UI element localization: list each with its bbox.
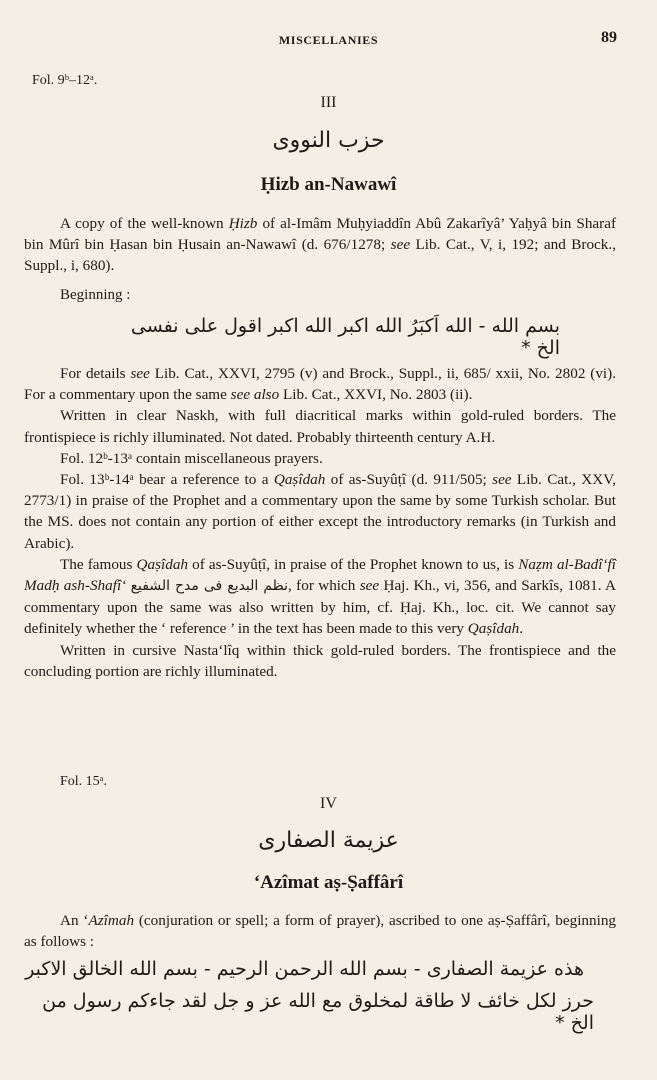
running-head: MISCELLANIES xyxy=(278,33,379,47)
folio-reference-2: Fol. 15ᵃ. xyxy=(60,774,108,789)
arabic-incipit-line-2: حرز لكل خائف لا طاقة لمخلوق مع الله عز و جل لقد جاءكم رسول من الخ * xyxy=(42,990,594,1034)
folio-reference: Fol. 9ᵇ–12ᵃ. xyxy=(32,73,98,88)
section-number-2: IV xyxy=(320,795,337,812)
section-title: Ḥizb an-Nawawî xyxy=(260,174,397,195)
arabic-incipit-line-1: هذه عزيمة الصفارى - بسم الله الرحمن الرحيم - بسم الله الخالق الاكبر xyxy=(25,958,584,980)
arabic-title-2: عزيمة الصفارى xyxy=(258,828,399,853)
section-title-2: ‘Azîmat aṣ-Ṣaffârî xyxy=(253,872,404,893)
beginning-label: Beginning : xyxy=(60,287,131,303)
section-number: III xyxy=(320,94,337,111)
page-number: 89 xyxy=(601,29,617,46)
description-paragraph: A copy of the well-known Ḥizb of al-Imâm Muḥyiaddîn Abû Zakarîyâ’ Yaḥyâ bin Sharaf bin Mûrî bin Ḥasan bin Ḥusain an-Nawawî (d. 676/1278; see Lib. Cat., V, i, 192; and Brock., Suppl., i, 680). xyxy=(24,215,617,275)
arabic-title: حزب النووى xyxy=(272,128,385,153)
beginning-arabic: بسم الله - الله اَكبَرُ الله اكبر الله اكبر اقول على نفسى الخ * xyxy=(130,315,560,359)
body-text: For details see Lib. Cat., XXVI, 2795 (v) and Brock., Suppl., ii, 685/ xxii, No. 2802 (vi). For a commentary upon the same see also Lib. Cat., XXVI, No. 2803 (ii). Written in clear Naskh, with full diacritical marks within gold-ruled borders. The frontispiece is richly illuminated. Not dated. Probably thirteenth century A.H. Fol. 12ᵇ-13ᵃ contain miscellaneous prayers. Fol. 13ᵇ-14ᵃ bear a reference to a Qaṣîdah of as-Suyûṭî (d. 911/505; see Lib. Cat., XXV, 2773/1) in praise of the Prophet and a commentary upon the same by some Turkish scholar. But the MS. does not contain any portion of either except the introductory remarks (in Turkish and Arabic). The famous Qaṣîdah of as-Suyûṭî, in praise of the Prophet known to us, is Naẓm al-Badî‘fî Madḥ ash-Shafî‘ نظم البديع فى مدح الشفيع, for which see Ḥaj. Kh., vi, 356, and Sarkîs, 1081. A commentary upon the same was also written by him, cf. Ḥaj. Kh., loc. cit. We cannot say definitely whether the ‘ reference ’ in the text has been made to this very Qaṣîdah. Written in cursive Nasta‘lîq within thick gold-ruled borders. The frontispiece and the concluding portion are richly illuminated. xyxy=(24,365,616,680)
description-paragraph-2: An ‘Azîmah (conjuration or spell; a form of prayer), ascribed to one aṣ-Ṣaffârî, beginning as follows : xyxy=(24,912,617,951)
